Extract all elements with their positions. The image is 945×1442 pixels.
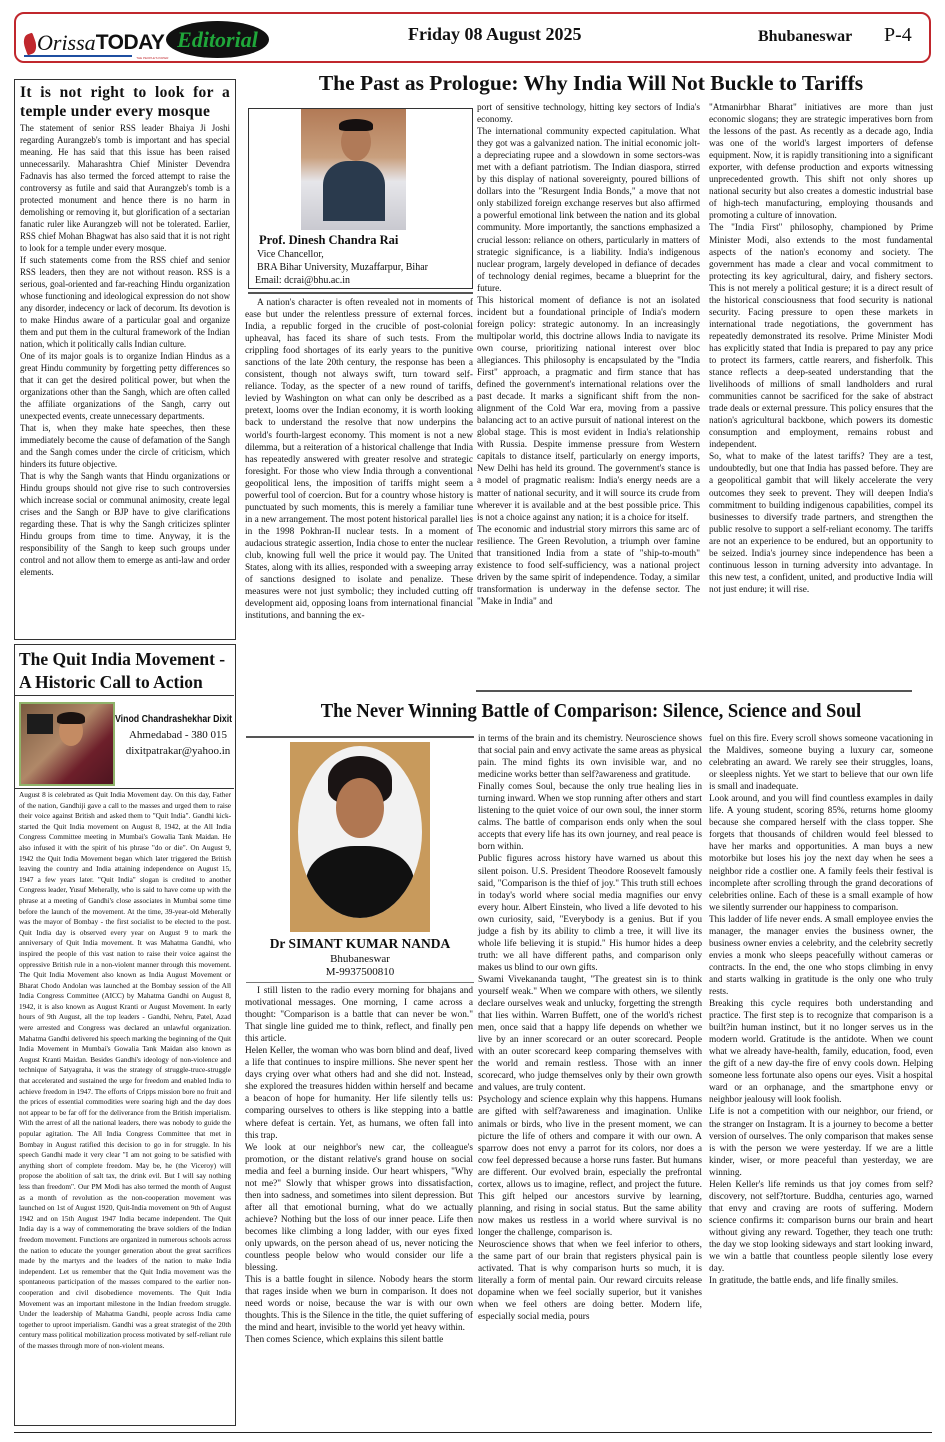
paragraph: The economic and industrial story mirrors this same arc of resilience. The Green Revolution, a triumph over famine that transitioned India from a state of "ship-to-mouth" existence to food self-sufficiency, was a national project driven by the same spirit of independence. Today, a similar transformation is underway in the defense sector. The "Make in India" and	[477, 524, 700, 607]
photo-monitor	[27, 714, 53, 734]
edition-city: Bhubaneswar	[758, 28, 853, 45]
paragraph: This historical moment of defiance is not an isolated incident but a foundational principle of India's modern foreign policy: strategic autonomy. In an increasingly multipolar world, this doctrine allows India to navigate its own course, prioritizing national interest over bloc allegiances. This philosophy is encapsulated by the "India First" approach, a pragmatic and firm stance that has defined the government's international relations over the past decade. It marks a significant shift from the non-alignment of the Cold War era, moving from a passive balancing act to an active pursuit of national interest on the global stage. This is most evident in India's relationship with Russia. Despite immense pressure from Western capitals to distance itself, particularly on energy imports, New Delhi has held its ground. The government's stance is a model of pragmatic realism: India's energy needs are a matter of national security, and it will source its crude from wherever it is available and at the best possible price. This is not a choice against any nation; it is a choice for itself.	[477, 295, 700, 523]
article-comparison-col-1	[245, 985, 473, 1346]
article-temple-box	[14, 79, 236, 640]
author-location: Bhubaneswar	[330, 953, 390, 965]
paragraph: Neuroscience shows that when we feel inferior to others, the same part of our brain that registers physical pain is activated. That is why comparison hurts so much, it is literally a form of mental pain. Our reward circuits release dopamine when we feel socially superior, but it vanishes when we feel others are doing better. Modern life, especially social media, pours	[478, 1239, 702, 1323]
section-badge	[166, 21, 269, 58]
photo-hair	[57, 712, 85, 724]
divider	[248, 292, 473, 294]
photo-vest	[323, 161, 385, 221]
section-divider	[476, 690, 912, 692]
logo-rule	[24, 55, 132, 57]
paragraph: If such statements come from the RSS chief and senior RSS leaders, then they are not without reason. RSS is a serious, goal-oriented and far-reaching Hindu organization whose functioning and ideological expression do not show any disorder, indecency or lack of decorum. Its devotion is to make Hindus aware of a particular goal and organize them and put them in the cultural framework of the Indian nation, which it politically calls Indian culture.	[20, 255, 230, 349]
paragraph: Finally comes Soul, because the only true healing lies in turning inward. When we stop running after others and start listening to the quiet voice of our own soul, the inner storm calms. The battle of comparison ends only when the soul accepts that every life has its own journey, and real peace is born within.	[478, 782, 702, 853]
divider	[15, 788, 234, 789]
paragraph: The "India First" philosophy, championed by Prime Minister Modi, also extends to the most fundamental aspects of the nation's economy and society. The government has made a clear and vocal commitment to protecting its key agricultural, dairy, and fishery sectors. This is not merely a political gesture; it is a direct result of the historical consciousness that food security is national security. Facing pressure to open these markets in international trade negotiations, the government has repeatedly demonstrated its resolve. Prime Minister Modi has explicitly stated that India is prepared to pay any price to protect its farmers, cattle rearers, and fisherfolk. This stance reflects a deep-seated understanding that the livelihoods of millions of small landholders and rural communities cannot be sacrificed for the sake of abstract trade deals or external pressure. This policy ensures that the nation's agricultural backbone, which powers its domestic consumption and employment, remains robust and independent.	[709, 223, 933, 451]
article-quit-india-headline: The Quit India Movement - A Historic Call to Action	[19, 649, 226, 692]
paragraph: Then comes Science, which explains this silent battle	[245, 1335, 444, 1346]
paragraph: This ladder of life never ends. A small employee envies the manager, the manager envies the business owner, the business owner envies a celebrity, and the celebrity secretly envies a monk who sleeps peacefully without cameras or contracts. In the end, the one who stops climbing in envy and starts walking in gratitude is the only one who truly rests.	[709, 914, 933, 997]
author-email[interactable]: Email: dcrai@bhu.ac.in	[255, 275, 351, 286]
paragraph: port of sensitive technology, hitting key sectors of India's economy.	[477, 103, 700, 126]
author-location: Ahmedabad - 380 015	[128, 729, 228, 741]
article-temple-headline: It is not right to look for a temple under every mosque	[20, 84, 230, 120]
divider	[246, 982, 474, 983]
photo-suit	[306, 846, 414, 918]
paragraph: fuel on this fire. Every scroll shows someone vacationing in the Maldives, someone buying a luxury car, someone celebrating an award. We rarely see their struggles, loans, or sleepless nights. Yet we start to believe that our own life is small and inadequate.	[709, 734, 933, 793]
author-title: Vice Chancellor,	[257, 249, 324, 260]
paragraph: That is, when they make hate speeches, then these immediately become the cause of defamation of the Sangh and the Sangh comes under the circle of criticism, which hinders its future objective.	[20, 423, 230, 469]
article-quit-india-body	[19, 790, 231, 1351]
paragraph: Life is not a competition with our neighbor, our friend, or the stranger on Instagram. It is a journey to become a better version of ourselves. The only comparison that makes sense is with the person we were yesterday. If we are a little kinder, wiser, or more peaceful than yesterday, we are winning.	[709, 1107, 933, 1178]
paragraph: This is a battle fought in silence. Nobody hears the storm that rages inside when we burn in comparison. It does not need words or noise, because the war is with our own thoughts. This is the Silence in the title, the quiet suffering of the mind and heart, invisible to the world yet heavy within.	[245, 1275, 473, 1334]
divider	[15, 695, 234, 696]
article-tariffs-col-1	[245, 297, 473, 622]
author-affiliation: BRA Bihar University, Muzaffarpur, Bihar	[257, 262, 428, 273]
divider	[246, 736, 474, 738]
author-photo-dixit	[19, 702, 115, 786]
paragraph: Helen Keller's life reminds us that joy comes from self?discovery, not self?torture. Buddha, centuries ago, warned that envy and craving are roots of suffering. Modern science confirms it: comparison burns our brain and heart without giving any reward. Together, they teach one truth: the day we stop looking sideways and start looking inward, we win a battle that countless people silently lose every day.	[709, 1179, 933, 1275]
paragraph: I still listen to the radio every morning for bhajans and motivational messages. One morning, I came across a thought: "Comparison is a battle that can never be won." That single line guided me to think, reflect, and finally pen this article.	[245, 986, 473, 1045]
photo-hair	[339, 119, 373, 131]
paragraph: The statement of senior RSS leader Bhaiya Ji Joshi regarding Aurangzeb's tomb is important and has special meaning. He has said that this issue has been raised unnecessarily. Maharashtra Chief Minister Devendra Fadnavis has also termed the forced attempt to raise the controversy as futile and said that Aurangzeb's tomb is a protected monument and hence there is no harm in demolishing or removing it, but glorification of a sectarian fanatic ruler like Aurangzeb will not be tolerated. Earlier, RSS chief Mohan Bhagwat has also said that it is not right to look for a temple under every mosque.	[20, 123, 230, 253]
paragraph: Swami Vivekananda taught, "The greatest sin is to think yourself weak." When we compare with others, we silently declare ourselves weak and unlucky, forgetting the strength that lies within. Warren Buffett, one of the world's richest men, once said that a happy life depends on whether we live by an inner scorecard or an outer scorecard. People with an outer scorecard keep comparing themselves with the world and remain restless. Those with an inner scorecard, who judge themselves only by their own growth and values, are truly content.	[478, 974, 702, 1094]
article-comparison-col-3	[709, 733, 933, 1287]
logo-today-text: TODAY	[95, 31, 165, 54]
paragraph: One of its major goals is to organize Indian Hindus as a great Hindu community by forgetting petty differences so that it can get the desired political power, but when the organizations other than the Sangh, which are often called the affiliate organizations of the Sangh, carry out unexpected events, create unnecessary departments.	[20, 351, 230, 421]
author-photo-rai	[301, 109, 406, 230]
author-phone: M-9937500810	[325, 966, 395, 978]
paragraph: A nation's character is often revealed not in moments of ease but under the relentless pressure of external forces. India, a republic forged in the crucible of post-colonial upheaval, has faced its share of such tests. From the crippling food shortages of its early years to the punitive sanctions of the late 20th century, the response has been a consistent, though not always swift, turn toward self-reliance. Today, as the specter of a new round of tariffs, levied by Washington on what can only be described as a pretext, looms over the Indian economy, it is worth looking back to understand the resolve that now underpins the world's fourth-largest economy. This moment is not a new dilemma, but a reiteration of a historical challenge that India has repeatedly answered with greater resolve and strategic foresight. For those who view India through a conventional geopolitical lens, the imposition of tariffs might seem a powerful tool of coercion. But for a country whose history is punctuated by such moments, this is merely a familiar tune in a new arrangement. The most potent historical parallel lies in the 1998 Pokhran-II nuclear tests. In a moment of audacious strategic assertion, India chose to enter the nuclear club, knowing full well the price it would pay. The United States, along with its allies, responded with a sweeping array of sanctions designed to isolate and penalize. These measures were not just symbolic; they included cutting off development aid, opposing loans from international financial institutions, and banning the ex-	[245, 298, 473, 622]
author-name: Dr SIMANT KUMAR NANDA	[269, 936, 451, 951]
paragraph: We look at our neighbor's new car, the colleague's promotion, or the distant relative's grand house on social media and feel a burning inside. Our heart whispers, "Why not me?" Slowly that whisper grows into dissatisfaction, then into sadness, and sometimes into silent depression. But after all that emotional burning, what do we actually achieve? Nothing but the loss of our inner peace. Life then becomes like climbing a long ladder, with our eyes fixed only upwards, on the person ahead of us, never noticing the countless people below who would consider our life a blessing.	[245, 1142, 473, 1274]
article-comparison-headline: The Never Winning Battle of Comparison: Silence, Science and Soul	[320, 700, 862, 722]
article-temple-body	[20, 122, 230, 578]
author-card-rai	[248, 108, 473, 289]
article-tariffs-headline: The Past as Prologue: Why India Will Not Buckle to Tariffs	[318, 71, 864, 95]
section-badge-label: Editorial	[177, 26, 258, 52]
page-bottom-rule	[14, 1432, 932, 1433]
logo-tagline: THE PEOPLE'S PAPER	[136, 56, 169, 60]
paragraph: Psychology and science explain why this happens. Humans are gifted with self?awareness and imagination. Unlike animals or birds, who live in the present moment, we can picture the life of others and compare it with our own. A sparrow does not envy a parrot for its colors, nor does a cow feel depressed because a horse runs faster. But humans are different. Our evolved brain, especially the prefrontal cortex, allows us to imagine, reflect, and project the future. This gift helped our ancestors survive by learning, planning, and rising in social status. But the same ability now makes us restless in a world where survival is no longer the challenge, comparison is.	[478, 1095, 702, 1238]
paragraph: in terms of the brain and its chemistry. Neuroscience shows that social pain and envy activate the same areas as physical pain. The mind fights its own invisible war, and no medicine works better than self?awareness and gratitude.	[478, 734, 702, 781]
masthead	[14, 12, 931, 63]
photo-oval	[298, 746, 422, 918]
article-quit-india-box-lower	[14, 644, 236, 1426]
author-name: Prof. Dinesh Chandra Rai	[259, 233, 399, 247]
author-email[interactable]: dixitpatrakar@yahoo.in	[125, 745, 231, 757]
paragraph: Breaking this cycle requires both understanding and practice. The first step is to recognize that comparison is a built?in human instinct, but it no longer serves us in the modern world. Gratitude is the antidote. When we count what we already have-health, family, education, food, even the gift of a new day-the fire of envy cools down. Helping someone less fortunate also opens our eyes. Visit a hospital ward or an orphanage, and the smartphone envy or neighbor jealousy will look foolish.	[709, 999, 933, 1106]
author-name: Vinod Chandrashekhar Dixit	[115, 714, 233, 725]
issue-date: Friday 08 August 2025	[408, 24, 582, 44]
article-tariffs-col-2	[477, 102, 700, 608]
article-comparison-col-2	[478, 733, 702, 1323]
paragraph: Helen Keller, the woman who was born blind and deaf, lived a life that continues to inspire millions. She never spent her days crying over what others had and she did not. Instead, she explored the treasures hidden within herself and became a beacon of hope for humanity. Her life silently tells us: comparing ourselves to others is like stepping into a battle where defeat is certain. Yet, as humans, we often fall into this trap.	[245, 1046, 473, 1141]
article-tariffs-col-3	[709, 102, 933, 596]
paragraph: The international community expected capitulation. What they got was a galvanized nation. The initial economic jolt-a depreciating rupee and a slowdown in some sectors-was met with a defiant patriotism. The Indian diaspora, stirred by this display of national sovereignty, poured billions of dollars into the "Resurgent India Bonds," a move that not only stabilized foreign exchange reserves but also affirmed a powerful emotional link between the nation and its global community. More importantly, the sanctions emphasized a crucial lesson: reliance on others, particularly in matters of strategic significance, is a liability. India's indigenous nuclear program, largely developed in defiance of decades of technology denial regimes, became a blueprint for the future.	[477, 127, 700, 294]
newspaper-logo[interactable]	[24, 24, 169, 60]
logo-orissa-text: Orissa	[37, 30, 96, 55]
paragraph: August 8 is celebrated as Quit India Movement day. On this day, Father of the nation, Gandhiji gave a call to the masses and urged them to raise their voice against British and asked them to "Quit India". Gandhi kick-started the Quit India movement on August 8, 1942, at the All India Congress Committee meeting in Mumbai's Gowalia Tank Maidan. He also infused it with the spirit of his phrase "do or die". On August 9, 1942 the Quit India Movement began which later triggered the British leaving the country and India attaining independence on August 15, 1947 a few years later. "Quit India" slogan is credited to another Congress leader, Yusuf Meherally, who is said to have come up with the phrase at a meeting of Gandhi's close associates in Mumbai some time before the launch of the movement. At the time, 39-year-old Meherally was the mayor of Bombay - the first socialist to be elected to the post. Quit India day is observed every year on August 9 to mark the anniversary of Quit India movement. It was Mahatma Gandhi, who inspired the people of this vast nation to raise their voice against the oppressive British rule in a non-violent manner through this movement. The Quit India Movement also known as India August Movement or Bharat Chodo Andolan was launched at the Bombay session of the All India Congress Committee (AICC) by Mahatma Gandhi on August 8, 1942, it is also known as August Kranti or August Movement. In early hours of 9th August, all the top leaders - Gandhi, Nehru, Patel, Azad were arrested and Congress was declared an unlawful organization. Mahatma Gandhi delivered his speech marking the beginning of the Quit India Movement in Mumbai's Gowalia Tank Maidan also known as August Kranti Maidan. Besides Gandhi's ideology of non-violence and technique of Satyagraha, it was the strategy of struggle-truce-struggle that accelerated and sustained the urge for freedom and enabled India to achieve freedom in 1947. The efforts of Cripps mission bore no fruit and the prices of essential commodities were soaring high and the day does not appear to be far off for the deliverance from the British imperialism. With the arrest of all the national leaders, there was nobody to guide the popular agitation. The All India Congress Committee that met in Bombay in August ratified this decision to go in for struggle. In his speech Gandhi made it very clear "I am not going to be satisfied with anything short of complete freedom. May be, he (the Viceroy) will propose the abolition of salt tax, the drink evil. But I will say nothing less than freedom". Our PM Modi has also termed the month of August as a month of revolution as the non-cooperation movement was launched on 1st of August 1920, Quit-India movement on 9th of August 1942 and on 15th August 1947 India became independent. The Quit India day is a way of commemorating the brave soldiers of the Indian freedom movement. Functions are organized in numerous schools across the nation to educate the younger generation about the great sacrifices made by the martyrs and the leaders of the nation to make India independent. Let us remember that the Quit India movement was the spontaneous participation of the masses compared to the earlier non-cooperation and civil disobedience movements. The Quit India Movement was an important milestone in the Indian freedom struggle. Under the leadership of Mahatma Gandhi, people across India came together to uproot imperialism. Gandhi was a great strategist of the 20th century mass political mobilization process motivated by self-reliant rule of the masses through more of non-violent means.	[19, 791, 231, 1350]
paragraph: So, what to make of the latest tariffs? They are a test, undoubtedly, but one that India has passed before. They are a geopolitical gambit that will likely accelerate the very outcomes they seek to prevent. They will deepen India's commitment to building indigenous capabilities, compel its businesses to diversify trade partners, and strengthen the public resolve to support a self-reliant economy. The tariffs are not an experience to be endured, but an opportunity to be seized. India's journey since independence has been a continuous lesson in turning adversity into advantage. In this new test, a confident, united, and productive India will not just endure; it will rise.	[709, 452, 933, 595]
photo-face	[336, 778, 384, 838]
paragraph: That is why the Sangh wants that Hindu organizations or Hindu groups should not give rise to such controversies which increase social or communal animosity, create legal crises and the Sangh or BJP have to give clarifications regarding these. That is why the Sangh criticizes splinter Hindu groups from time to time. Anyway, it is the responsibility of the Sangh to keep such groups under control and not allow them to emerge as anti-law and order elements.	[20, 471, 230, 577]
page-number: P-4	[884, 24, 912, 46]
paragraph: Look around, and you will find countless examples in daily life. A young student, scoring 85%, returns home gloomy because she compared herself with the class topper. She forgets that thousands of children would feel blessed to have her marks and opportunities. A man buys a new motorbike but loses his joy the next day when he sees a neighbor ride a costlier one. A family feels their festival is incomplete after scrolling through the grand decorations of celebrities online. Each of these is a small example of how we silently surrender our happiness to comparison.	[709, 794, 933, 913]
paragraph: "Atmanirbhar Bharat" initiatives are more than just economic slogans; they are strategic imperatives born from the lessons of the past. As recently as a decade ago, India was one of the world's largest importers of defense equipment. Now, it is rapidly transitioning into a significant exporter, with defense production and exports witnessing unprecedented growth. This shift not only shores up national security but also creates a domestic industrial base of high-tech manufacturing, employing thousands and promoting a culture of innovation.	[709, 103, 933, 222]
paragraph: In gratitude, the battle ends, and life finally smiles.	[709, 1276, 899, 1287]
author-photo-nanda	[290, 742, 430, 932]
paragraph: Public figures across history have warned us about this silent poison. U.S. President Theodore Roosevelt famously said, "Comparison is the thief of joy." This truth still echoes in today's world where social media magnifies our envy every hour. Albert Einstein, who lived a life devoted to his own curiosity, said, "Everybody is a genius. But if you judge a fish by its ability to climb a tree, it will live its whole life believing it is stupid." His humor hides a deep truth: we all have different paths, and comparison only makes us blind to our own gifts.	[478, 854, 702, 973]
